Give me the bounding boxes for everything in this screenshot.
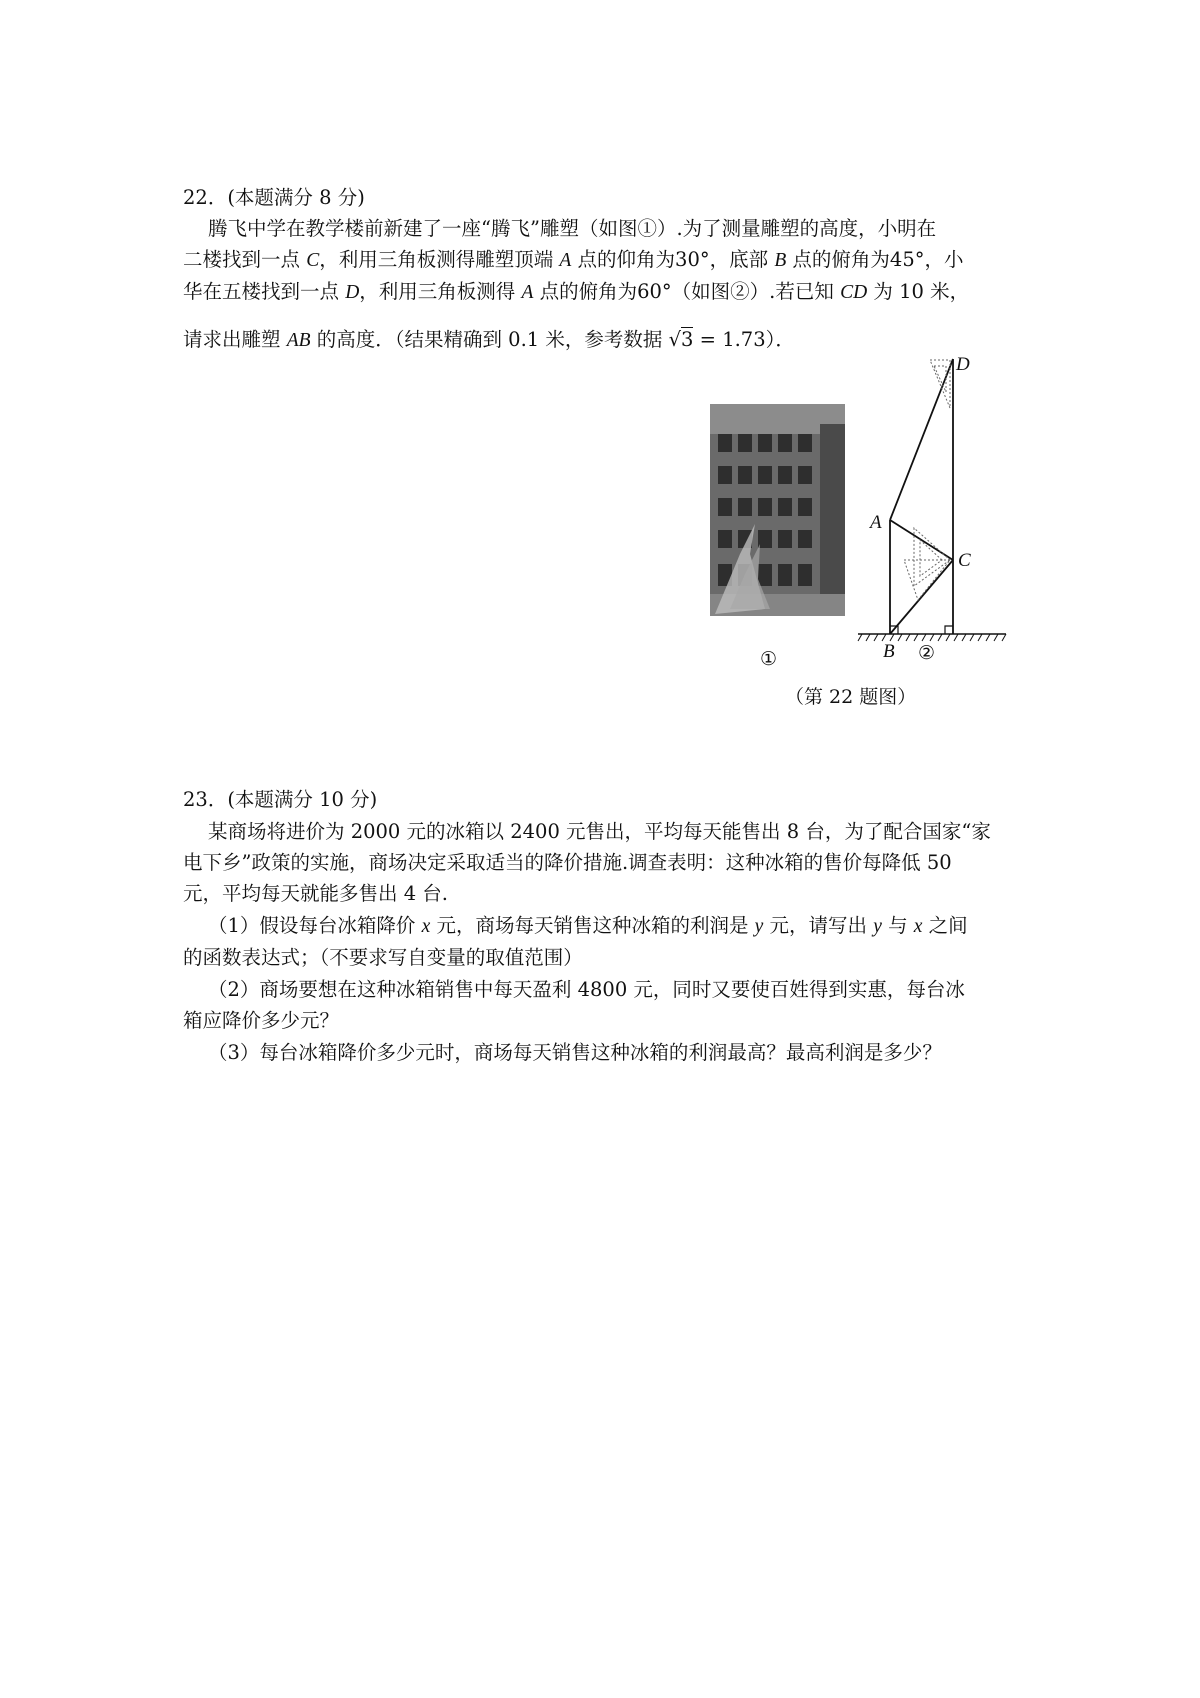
- q23-part-3: （3）每台冰箱降价多少元时，商场每天销售这种冰箱的利润最高？最高利润是多少？: [208, 1041, 942, 1064]
- q23-part-1: （1）假设每台冰箱降价 x 元，商场每天销售这种冰箱的利润是 y 元，请写出 y 与 x 之间: [208, 914, 968, 937]
- q22-line-4: 请求出雕塑 AB 的高度．（结果精确到 0.1 米，参考数据 √3 = 1.73）．: [183, 328, 795, 351]
- q22-line-1: 腾飞中学在教学楼前新建了一座“腾飞”雕塑（如图①）.为了测量雕塑的高度，小明在: [208, 217, 937, 240]
- q22-line-3: 华在五楼找到一点 D，利用三角板测得 A 点的俯角为60°（如图②）.若已知 CD 为 10 米，: [183, 280, 970, 303]
- q22-header: 22．(本题满分 8 分): [183, 186, 365, 209]
- label-figure-1: ①: [760, 648, 778, 670]
- q23-part-2-cont: 箱应降价多少元？: [183, 1009, 340, 1032]
- q23-line-2: 电下乡”政策的实施，商场决定采取适当的降价措施.调查表明：这种冰箱的售价每降低 50: [183, 851, 952, 874]
- geometry-diagram: [848, 354, 1018, 674]
- label-B: B: [883, 641, 895, 662]
- sqrt-symbol: √: [668, 328, 682, 351]
- q23-part-2: （2）商场要想在这种冰箱销售中每天盈利 4800 元，同时又要使百姓得到实惠，每台冰: [208, 978, 965, 1001]
- label-C: C: [958, 550, 971, 571]
- label-A: A: [870, 512, 882, 533]
- q22-line-2: 二楼找到一点 C，利用三角板测得雕塑顶端 A 点的仰角为30°，底部 B 点的俯角为45°，小: [183, 248, 964, 271]
- q23-line-3: 元，平均每天就能多售出 4 台.: [183, 882, 449, 905]
- label-D: D: [956, 354, 970, 375]
- figure-caption: （第 22 题图）: [785, 686, 917, 708]
- sculpture-photo: [710, 404, 845, 616]
- sqrt-radicand: 3: [681, 328, 694, 351]
- label-figure-2: ②: [918, 642, 936, 664]
- q23-header: 23．(本题满分 10 分): [183, 788, 378, 811]
- q23-part-1-cont: 的函数表达式；（不要求写自变量的取值范围）: [183, 946, 583, 969]
- q23-line-1: 某商场将进价为 2000 元的冰箱以 2400 元售出，平均每天能售出 8 台，为了配合国家“家: [208, 820, 991, 843]
